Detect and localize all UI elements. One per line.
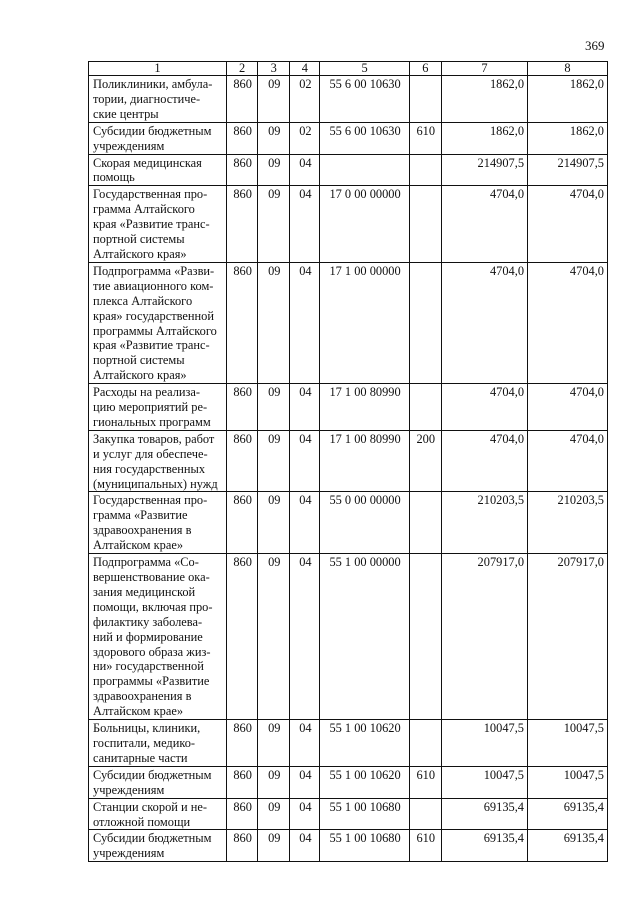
header-cell-2: 2 [227,62,258,76]
row-name-line: Алтайского края» [93,368,187,383]
table-row [89,830,608,862]
ministry-code-cell: 860 [227,76,258,123]
amount-cell: 207917,0 [441,554,527,720]
section-code-cell: 09 [258,830,290,862]
header-cell-4: 4 [290,62,320,76]
ministry-code-cell: 860 [227,830,258,862]
row-name-line: края «Развитие транс- [93,338,210,353]
table-row [89,720,608,767]
row-name-line: программы «Развитие [93,674,210,689]
amount-cell: 10047,5 [528,766,608,798]
subsection-code-cell: 04 [290,798,320,830]
header-row [89,62,608,76]
row-name-line: здорового образа жиз- [93,644,211,659]
row-name-line: помощи, включая про- [93,599,213,614]
table-row [89,430,608,492]
row-name-line: портной системы [93,232,185,247]
row-name-line: (муниципальных) нужд [93,476,218,491]
section-code-cell: 09 [258,122,290,154]
row-name-cell [89,554,227,720]
row-name-cell [89,122,227,154]
ministry-code-cell: 860 [227,262,258,383]
ministry-code-cell: 860 [227,122,258,154]
amount-cell: 69135,4 [528,798,608,830]
amount-cell: 4704,0 [441,384,527,431]
section-code-cell: 09 [258,430,290,492]
subsection-code-cell: 04 [290,766,320,798]
section-code-cell: 09 [258,154,290,186]
row-name-cell [89,384,227,431]
table-row [89,122,608,154]
row-name-line: Подпрограмма «Разви- [93,263,215,278]
ministry-code-cell: 860 [227,154,258,186]
subsection-code-cell: 04 [290,262,320,383]
row-name-line: Субсидии бюджетным [93,831,212,846]
row-name-line: ния государственных [93,461,206,476]
row-name-cell [89,766,227,798]
row-name-cell [89,830,227,862]
ministry-code-cell: 860 [227,554,258,720]
amount-cell: 10047,5 [441,766,527,798]
section-code-cell: 09 [258,186,290,263]
subsection-code-cell: 04 [290,492,320,554]
row-name-cell [89,76,227,123]
target-article-cell: 17 1 00 80990 [320,384,409,431]
table-row [89,554,608,720]
target-article-cell: 55 6 00 10630 [320,76,409,123]
section-code-cell: 09 [258,384,290,431]
expense-type-cell [409,798,441,830]
expense-type-cell [409,262,441,383]
row-name-line: Алтайском крае» [93,704,184,719]
table-row [89,766,608,798]
row-name-line: Поликлиники, амбула- [93,77,213,91]
amount-cell: 69135,4 [441,798,527,830]
table-body [89,76,608,862]
amount-cell: 1862,0 [441,76,527,123]
target-article-cell: 55 6 00 10630 [320,122,409,154]
section-code-cell: 09 [258,262,290,383]
row-name-line: учреждениям [93,782,165,797]
row-name-line: Государственная про- [93,187,208,202]
row-name-line: тие авиационного ком- [93,278,214,293]
amount-cell: 4704,0 [528,262,608,383]
row-name-line: зания медицинской [93,584,196,599]
table-row [89,492,608,554]
header-cell-3: 3 [258,62,290,76]
row-name-cell [89,798,227,830]
amount-cell: 210203,5 [528,492,608,554]
row-name-cell [89,720,227,767]
table-row [89,798,608,830]
header-cell-6: 6 [409,62,441,76]
row-name-line: и услуг для обеспече- [93,446,208,461]
row-name-line: здравоохранения в [93,689,192,704]
expense-type-cell [409,492,441,554]
amount-cell: 214907,5 [441,154,527,186]
subsection-code-cell: 04 [290,154,320,186]
amount-cell: 4704,0 [441,186,527,263]
section-code-cell: 09 [258,76,290,123]
subsection-code-cell: 04 [290,430,320,492]
target-article-cell: 17 1 00 80990 [320,430,409,492]
table-row [89,154,608,186]
row-name-line: учреждениям [93,138,165,153]
row-name-line: Расходы на реализа- [93,385,201,400]
amount-cell: 69135,4 [528,830,608,862]
expense-type-cell [409,384,441,431]
ministry-code-cell: 860 [227,798,258,830]
row-name-line: ские центры [93,106,159,121]
row-name-cell [89,492,227,554]
row-name-line: Субсидии бюджетным [93,123,212,138]
page-number: 369 [585,38,605,53]
section-code-cell: 09 [258,492,290,554]
subsection-code-cell: 02 [290,76,320,123]
amount-cell: 4704,0 [528,430,608,492]
row-name-line: Закупка товаров, работ [93,431,215,446]
subsection-code-cell: 04 [290,384,320,431]
row-name-line: грамма Алтайского [93,202,195,217]
target-article-cell: 55 1 00 10620 [320,720,409,767]
subsection-code-cell: 04 [290,830,320,862]
table-header [89,62,608,76]
section-code-cell: 09 [258,798,290,830]
amount-cell: 1862,0 [528,122,608,154]
ministry-code-cell: 860 [227,492,258,554]
ministry-code-cell: 860 [227,186,258,263]
expense-type-cell [409,554,441,720]
row-name-line: Станции скорой и не- [93,799,207,814]
row-name-line: грамма «Развитие [93,508,188,523]
row-name-line: цию мероприятий ре- [93,400,208,415]
amount-cell: 10047,5 [441,720,527,767]
ministry-code-cell: 860 [227,766,258,798]
amount-cell: 69135,4 [441,830,527,862]
row-name-line: гиональных программ [93,414,211,429]
expense-type-cell: 610 [409,830,441,862]
row-name-line: филактику заболева- [93,614,203,629]
row-name-line: Алтайском крае» [93,538,184,553]
target-article-cell [320,154,409,186]
expense-type-cell [409,154,441,186]
header-cell-7: 7 [441,62,527,76]
ministry-code-cell: 860 [227,384,258,431]
row-name-line: санитарные части [93,750,188,765]
row-name-line: Субсидии бюджетным [93,767,212,782]
expense-type-cell [409,720,441,767]
header-cell-8: 8 [528,62,608,76]
ministry-code-cell: 860 [227,720,258,767]
row-name-line: здравоохранения в [93,523,192,538]
amount-cell: 4704,0 [528,186,608,263]
row-name-line: отложной помощи [93,814,191,829]
expense-type-cell: 200 [409,430,441,492]
target-article-cell: 55 1 00 10680 [320,830,409,862]
row-name-cell [89,262,227,383]
amount-cell: 1862,0 [441,122,527,154]
row-name-cell [89,154,227,186]
table-row [89,262,608,383]
row-name-cell [89,430,227,492]
row-name-line: вершенствование ока- [93,570,210,584]
row-name-line: Подпрограмма «Со- [93,555,199,570]
row-name-line: ний и формирование [93,629,203,644]
amount-cell: 10047,5 [528,720,608,767]
row-name-line: портной системы [93,353,185,368]
amount-cell: 1862,0 [528,76,608,123]
amount-cell: 4704,0 [441,430,527,492]
subsection-code-cell: 04 [290,720,320,767]
row-name-line: госпитали, медико- [93,735,196,750]
row-name-line: края» государственной [93,308,215,323]
target-article-cell: 55 1 00 10680 [320,798,409,830]
row-name-line: Скорая медицинская [93,155,202,170]
row-name-line: Алтайского края» [93,246,187,261]
amount-cell: 4704,0 [441,262,527,383]
row-name-line: помощь [93,170,135,185]
target-article-cell: 17 1 00 00000 [320,262,409,383]
target-article-cell: 55 1 00 00000 [320,554,409,720]
amount-cell: 210203,5 [441,492,527,554]
amount-cell: 4704,0 [528,384,608,431]
subsection-code-cell: 02 [290,122,320,154]
section-code-cell: 09 [258,766,290,798]
target-article-cell: 17 0 00 00000 [320,186,409,263]
row-name-line: плекса Алтайского [93,293,193,308]
row-name-line: ни» государственной [93,659,204,674]
row-name-line: Больницы, клиники, [93,721,201,736]
expense-type-cell [409,76,441,123]
subsection-code-cell: 04 [290,554,320,720]
row-name-line: Государственная про- [93,493,208,508]
header-cell-1: 1 [89,62,227,76]
section-code-cell: 09 [258,720,290,767]
target-article-cell: 55 1 00 10620 [320,766,409,798]
table-row [89,76,608,123]
expense-type-cell: 610 [409,766,441,798]
section-code-cell: 09 [258,554,290,720]
table-row [89,384,608,431]
ministry-code-cell: 860 [227,430,258,492]
amount-cell: 214907,5 [528,154,608,186]
subsection-code-cell: 04 [290,186,320,263]
row-name-line: программы Алтайского [93,323,217,338]
budget-table [88,61,608,862]
expense-type-cell [409,186,441,263]
header-cell-5: 5 [320,62,409,76]
row-name-cell [89,186,227,263]
expense-type-cell: 610 [409,122,441,154]
row-name-line: тории, диагностиче- [93,91,201,106]
row-name-line: учреждениям [93,846,165,861]
row-name-line: края «Развитие транс- [93,217,210,232]
table-row [89,186,608,263]
target-article-cell: 55 0 00 00000 [320,492,409,554]
amount-cell: 207917,0 [528,554,608,720]
